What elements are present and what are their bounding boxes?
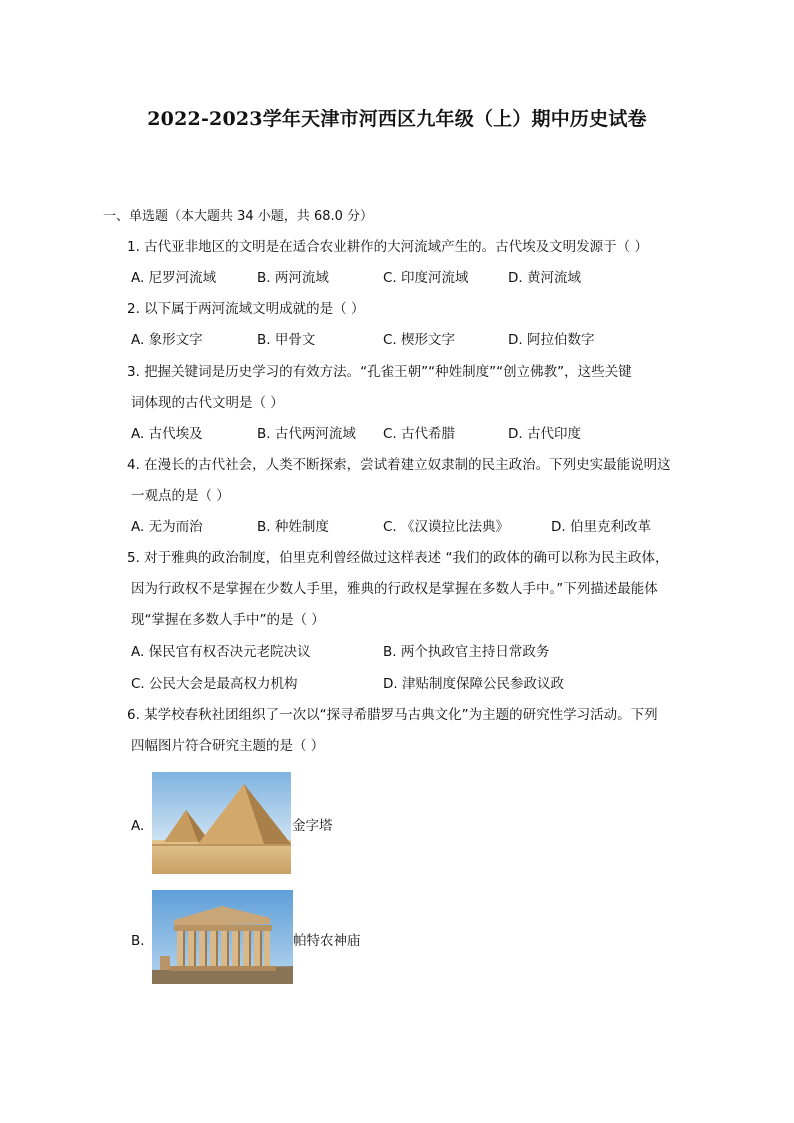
question-5-text-line-2: 因为行政权不是掌握在少数人手里，雅典的行政权是掌握在多数人手中。”下列描述最能体 <box>131 581 658 597</box>
q4-option-c: C. 《汉谟拉比法典》 <box>383 519 510 535</box>
q2-option-c: C. 楔形文字 <box>383 332 456 348</box>
q6-option-a-caption: 金字塔 <box>292 818 333 834</box>
q6-option-b-letter: B. <box>131 933 145 949</box>
q6-option-a-letter: A. <box>131 818 145 834</box>
pyramid-illustration <box>152 772 291 874</box>
q5-option-d: D. 津贴制度保障公民参政议政 <box>383 676 564 692</box>
question-5-text-line-1: 5. 对于雅典的政治制度，伯里克利曾经做过这样表述 “我们的政体的确可以称为民主政体， <box>127 550 669 566</box>
q2-option-d: D. 阿拉伯数字 <box>508 332 595 348</box>
q3-option-c: C. 古代希腊 <box>383 426 456 442</box>
question-3-text-line-1: 3. 把握关键词是历史学习的有效方法。“孔雀王朝”“种姓制度”“创立佛教”，这些关键 <box>127 364 632 380</box>
q2-option-b: B. 甲骨文 <box>257 332 316 348</box>
question-6-text-line-2: 四幅图片符合研究主题的是（ ） <box>131 738 325 754</box>
q5-option-a: A. 保民官有权否决元老院决议 <box>131 644 311 660</box>
question-1-text: 1. 古代亚非地区的文明是在适合农业耕作的大河流域产生的。古代埃及文明发源于（ ） <box>127 239 648 255</box>
q4-option-a: A. 无为而治 <box>131 519 203 535</box>
q2-option-a: A. 象形文字 <box>131 332 203 348</box>
exam-title: 2022-2023学年天津市河西区九年级（上）期中历史试卷 <box>147 108 647 130</box>
q5-option-c: C. 公民大会是最高权力机构 <box>131 676 298 692</box>
parthenon-illustration <box>152 890 293 984</box>
q3-option-a: A. 古代埃及 <box>131 426 203 442</box>
q1-option-c: C. 印度河流域 <box>383 270 469 286</box>
q3-option-d: D. 古代印度 <box>508 426 581 442</box>
q6-option-b-caption: 帕特农神庙 <box>293 933 361 949</box>
q4-option-d: D. 伯里克利改革 <box>551 519 651 535</box>
parthenon-image <box>152 890 293 984</box>
question-2-text: 2. 以下属于两河流域文明成就的是（ ） <box>127 301 365 317</box>
q3-option-b: B. 古代两河流域 <box>257 426 356 442</box>
pyramid-image <box>152 772 291 874</box>
question-3-text-line-2: 词体现的古代文明是（ ） <box>131 395 284 411</box>
question-6-text-line-1: 6. 某学校春秋社团组织了一次以“探寻希腊罗马古典文化”为主题的研究性学习活动。下列 <box>127 707 658 723</box>
question-4-text-line-1: 4. 在漫长的古代社会，人类不断探索，尝试着建立奴隶制的民主政治。下列史实最能说明这 <box>127 457 671 473</box>
q1-option-a: A. 尼罗河流域 <box>131 270 217 286</box>
q4-option-b: B. 种姓制度 <box>257 519 329 535</box>
q5-option-b: B. 两个执政官主持日常政务 <box>383 644 550 660</box>
question-4-text-line-2: 一观点的是（ ） <box>131 488 230 504</box>
q1-option-b: B. 两河流域 <box>257 270 329 286</box>
section-heading: 一、单选题（本大题共 34 小题，共 68.0 分） <box>103 209 374 224</box>
q1-option-d: D. 黄河流域 <box>508 270 581 286</box>
question-5-text-line-3: 现“掌握在多数人手中”的是（ ） <box>131 612 325 628</box>
